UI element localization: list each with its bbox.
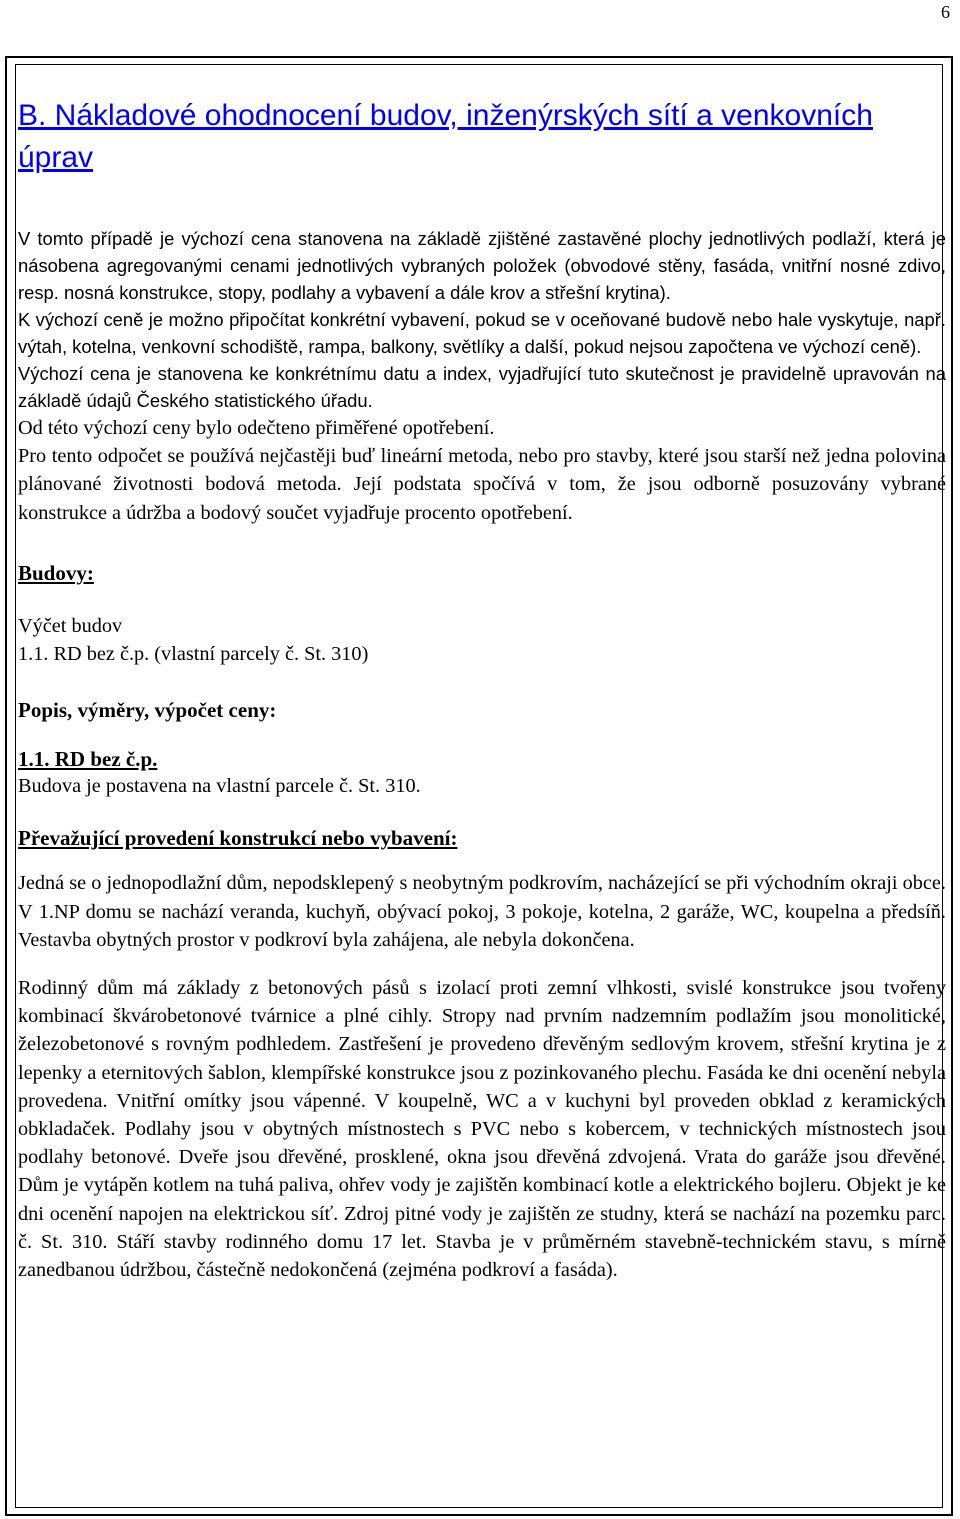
document-content bbox=[18, 95, 946, 1284]
popis-text: Budova je postavena na vlastní parcele č. St. 310. bbox=[18, 775, 421, 798]
intro-paragraph-2: K výchozí ceně je možno připočítat konkrétní vybavení, pokud se v oceňované budově nebo hale vyskytuje, např. výtah, kotelna, venkovní schodiště, rampa, balkony, světlíky a další, pokud nejsou započtena ve výchozí ceně). bbox=[18, 309, 946, 357]
konstrukce-paragraph-2: Rodinný dům má základy z betonových pásů s izolací proti zemní vlhkosti, svislé konstrukce jsou tvořeny kombinací škvárobetonové tvárnice a plné cihly. Stropy nad prvním nadzemním podlažím jsou monolitické, železobetonové s rovným podhledem. Zastřešení je provedeno dřevěným sedlovým krovem, střešní krytina je z lepenky a eternitových šablon, klempířské konstrukce jsou z pozinkovaného plechu. Fasáda ke dni ocenění nebyla provedena. Vnitřní omítky jsou vápenné. V koupelně, WC a v kuchyni byl proveden obklad z keramických obkladaček. Podlahy jsou v obytných místnostech s PVC nebo s kobercem, v technických místnostech jsou podlahy betonové. Dveře jsou dřevěné, prosklené, okna jsou dřevěná zdvojená. Vrata do garáže jsou dřevěné. Dům je vytápěn kotlem na tuhá paliva, ohřev vody je zajištěn kombinací kotle a elektrického bojleru. Objekt je ke dni ocenění napojen na elektrickou síť. Zdroj pitné vody je zajištěn ze studny, která se nachází na pozemku parc. č. St. 310. Stáří stavby rodinného domu 17 let. Stavba je v průměrném stavebně-technickém stavu, s mírně zanedbanou údržbou, částečně nedokončená (zejména podkroví a fasáda). bbox=[18, 977, 946, 1282]
page-number: 6 bbox=[941, 2, 950, 22]
popis-subheading: 1.1. RD bez č.p. bbox=[18, 747, 158, 772]
intro-paragraph-3: Výchozí cena je stanovena ke konkrétnímu datu a index, vyjadřující tuto skutečnost je pravidelně upravován na základě údajů Českého statistického úřadu. bbox=[18, 363, 946, 411]
konstrukce-paragraph-1: Jedná se o jednopodlažní dům, nepodsklepený s neobytným podkrovím, nacházející se při východním okraji obce. V 1.NP domu se nachází veranda, kuchyň, obývací pokoj, 3 pokoje, kotelna, 2 garáže, WC, koupelna a předsíň. Vestavba obytných prostor v podkroví byla zahájena, ale nebyla dokončena. bbox=[18, 872, 946, 951]
intro-paragraph-4: Od této výchozí ceny bylo odečteno přiměřené opotřebení. bbox=[18, 417, 495, 439]
budovy-list-title: Výčet budov bbox=[18, 614, 123, 637]
section-title: B. Nákladové ohodnocení budov, inženýrských sítí a venkovních úprav bbox=[18, 99, 873, 174]
budovy-heading: Budovy: bbox=[18, 560, 94, 585]
konstrukce-heading: Převažující provedení konstrukcí nebo vybavení: bbox=[18, 826, 458, 851]
intro-paragraph-1: V tomto případě je výchozí cena stanovena na základě zjištěné zastavěné plochy jednotlivých podlaží, která je násobena agregovanými cenami jednotlivých vybraných položek (obvodové stěny, fasáda, vnitřní nosné zdivo, resp. nosná konstrukce, stopy, podlahy a vybavení a dále krov a střešní krytina). bbox=[18, 228, 946, 303]
budovy-list-item: 1.1. RD bez č.p. (vlastní parcely č. St. 310) bbox=[18, 643, 369, 666]
intro-paragraph-5: Pro tento odpočet se používá nejčastěji buď lineární metoda, nebo pro stavby, které jsou starší než jedna polovina plánované životnosti bodová metoda. Její podstata spočívá v tom, že jsou odborně posuzovány vybrané konstrukce a údržba a bodový součet vyjadřuje procento opotřebení. bbox=[18, 445, 946, 524]
popis-heading: Popis, výměry, výpočet ceny: bbox=[18, 698, 277, 723]
